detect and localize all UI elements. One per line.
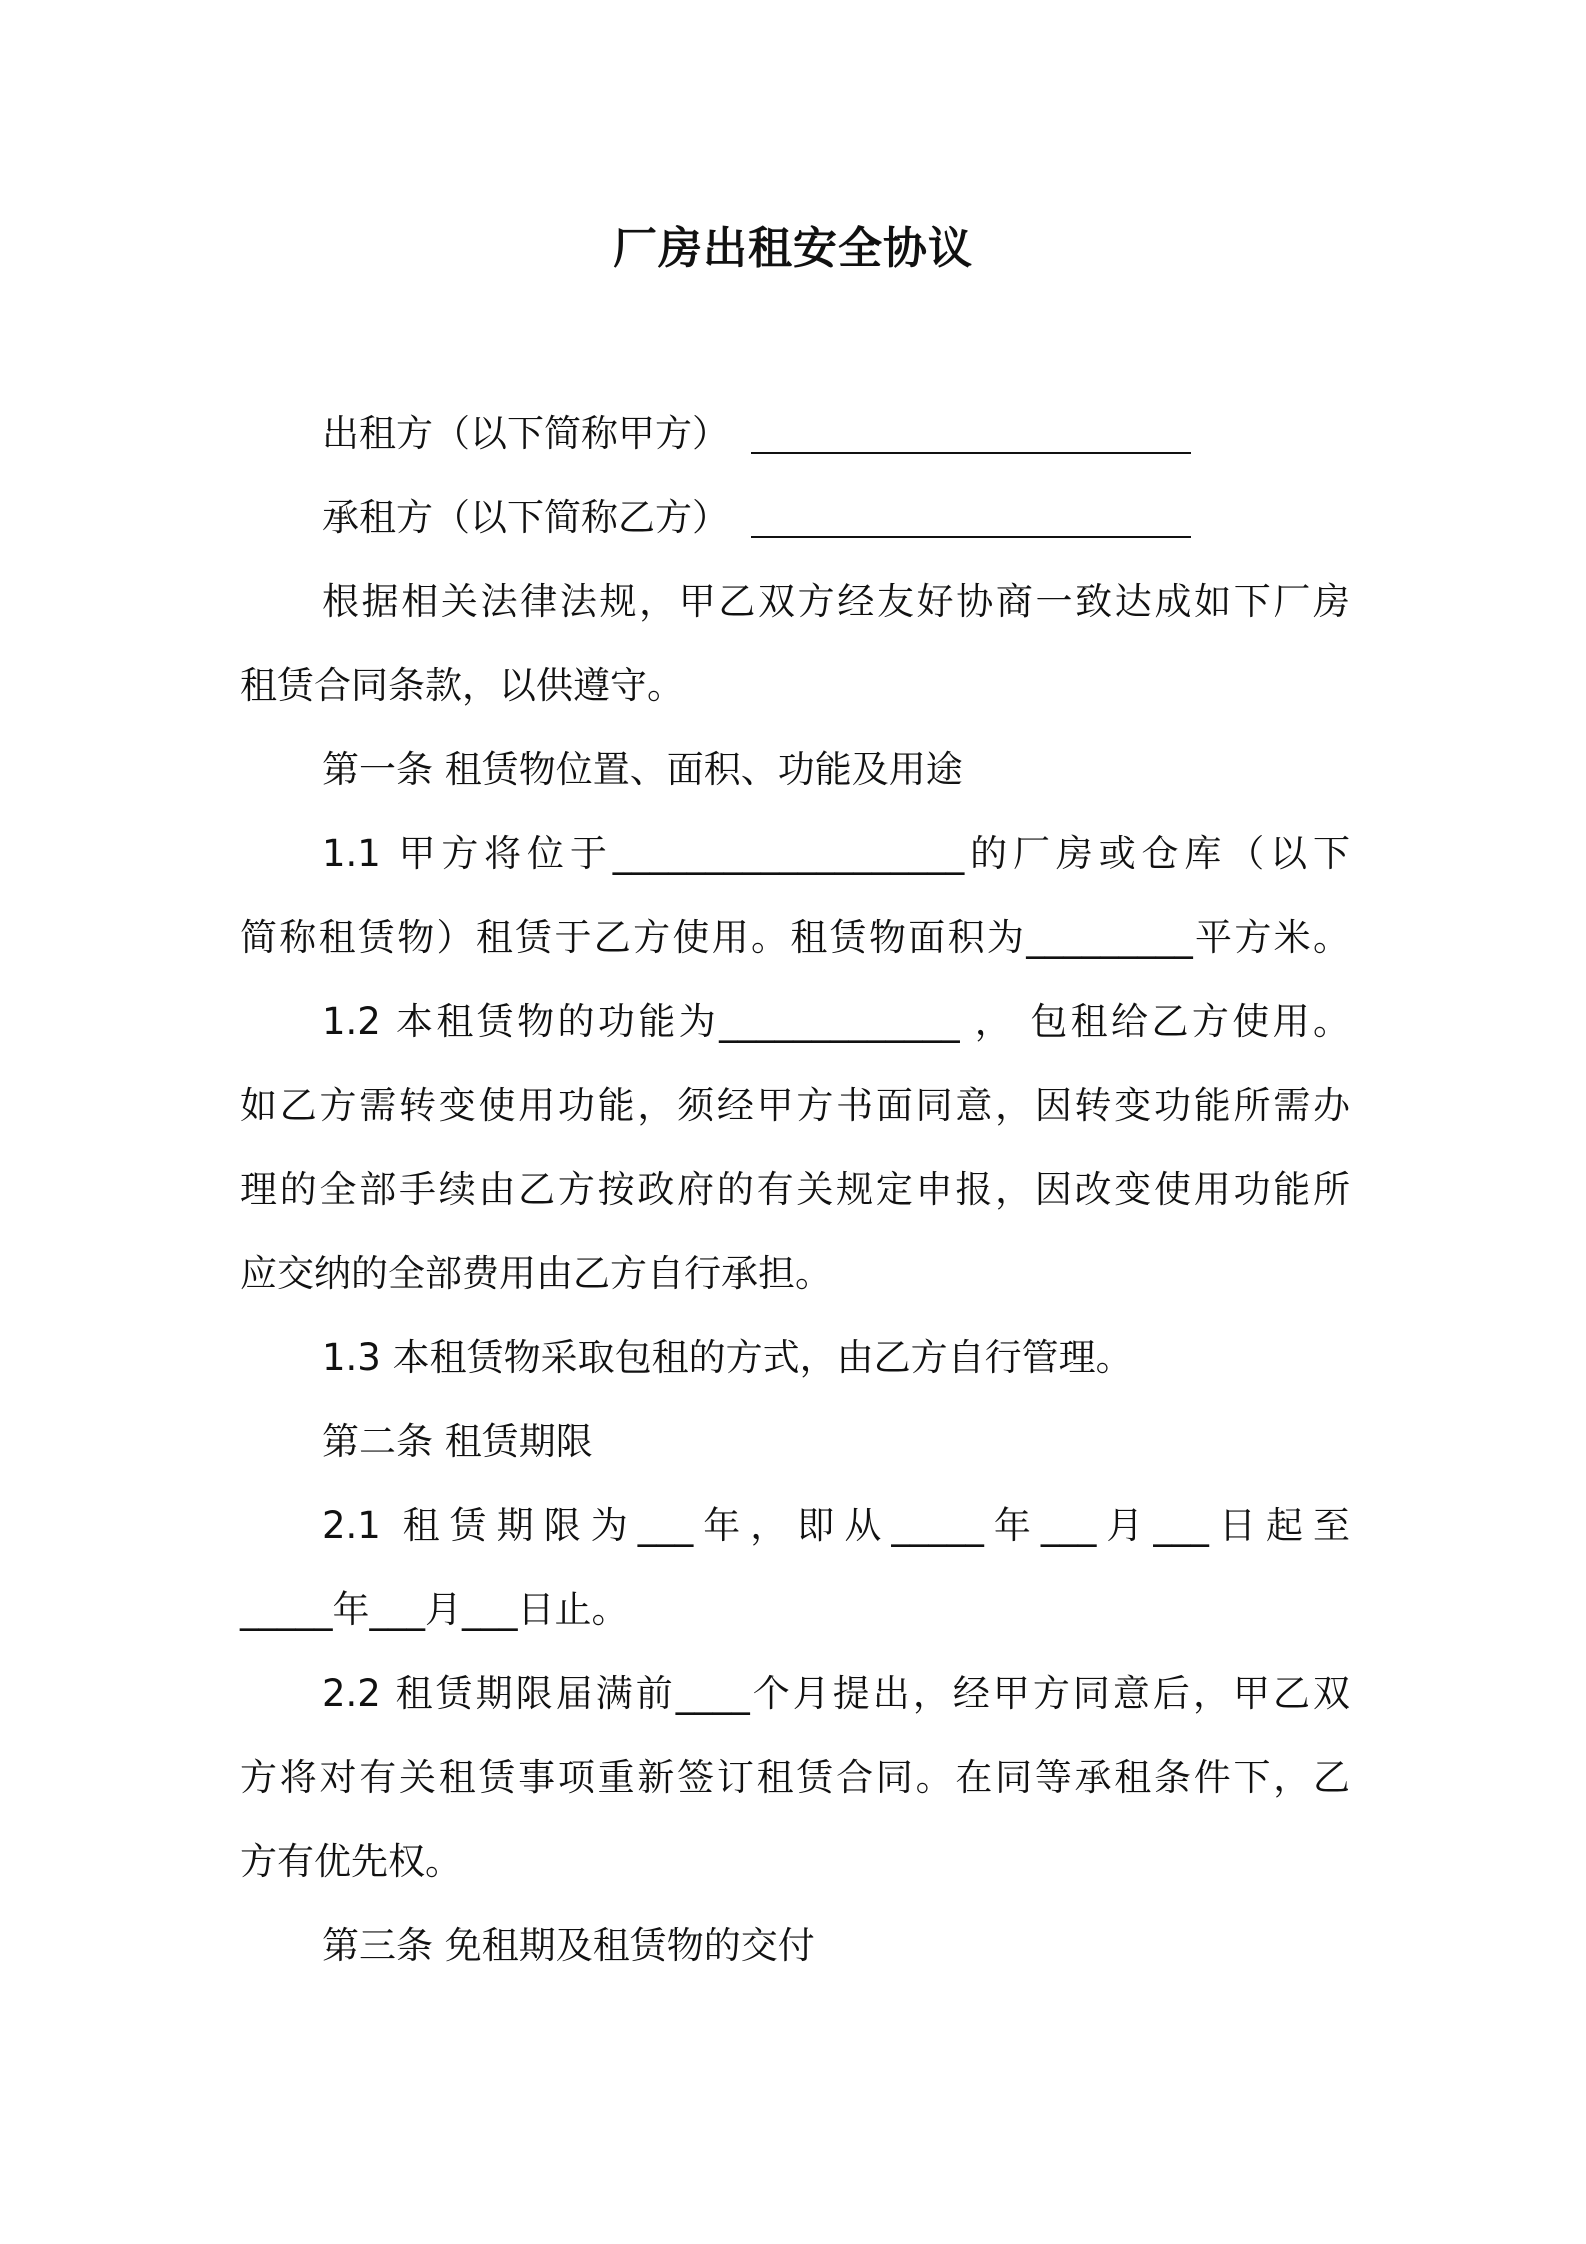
- article-3-heading: 第三条 免租期及租赁物的交付: [322, 1924, 815, 1967]
- clause-1-2-line-3: 理的全部手续由乙方按政府的有关规定申报，因改变使用功能所: [240, 1168, 1350, 1211]
- document-title: 厂房出租安全协议: [613, 223, 973, 274]
- lessee-label: 承租方（以下简称乙方）: [322, 496, 729, 539]
- lessor-line: [322, 409, 1350, 459]
- lessee-line: [322, 493, 1350, 543]
- clause-2-1-line-2: _____年___月___日止。: [240, 1588, 629, 1631]
- article-2-heading: 第二条 租赁期限: [322, 1420, 593, 1463]
- clause-2-1-line-1: 2.1 租赁期限为___年，即从_____年___月___日起至: [322, 1504, 1350, 1547]
- clause-2-2-line-1: 2.2 租赁期限届满前____个月提出，经甲方同意后，甲乙双: [322, 1672, 1350, 1715]
- clause-1-2-line-2: 如乙方需转变使用功能，须经甲方书面同意，因转变功能所需办: [240, 1084, 1350, 1127]
- lessee-blank: [751, 536, 1191, 538]
- clause-2-2-line-3: 方有优先权。: [240, 1840, 462, 1883]
- intro-line-1: 根据相关法律法规，甲乙双方经友好协商一致达成如下厂房: [322, 580, 1350, 623]
- lessor-blank: [751, 452, 1191, 454]
- clause-1-3: 1.3 本租赁物采取包租的方式，由乙方自行管理。: [322, 1336, 1133, 1379]
- clause-2-2-line-2: 方将对有关租赁事项重新签订租赁合同。在同等承租条件下，乙: [240, 1756, 1350, 1799]
- intro-line-2: 租赁合同条款，以供遵守。: [240, 664, 684, 707]
- clause-1-1-line-2: 简称租赁物）租赁于乙方使用。租赁物面积为_________平方米。: [240, 916, 1350, 959]
- clause-1-1-line-1: 1.1 甲方将位于___________________的厂房或仓库（以下: [322, 832, 1350, 875]
- clause-1-2-line-1: 1.2 本租赁物的功能为_____________ ， 包租给乙方使用。: [322, 1000, 1350, 1043]
- clause-1-2-line-4: 应交纳的全部费用由乙方自行承担。: [240, 1252, 832, 1295]
- article-1-heading: 第一条 租赁物位置、面积、功能及用途: [322, 748, 963, 791]
- lessor-label: 出租方（以下简称甲方）: [322, 412, 729, 455]
